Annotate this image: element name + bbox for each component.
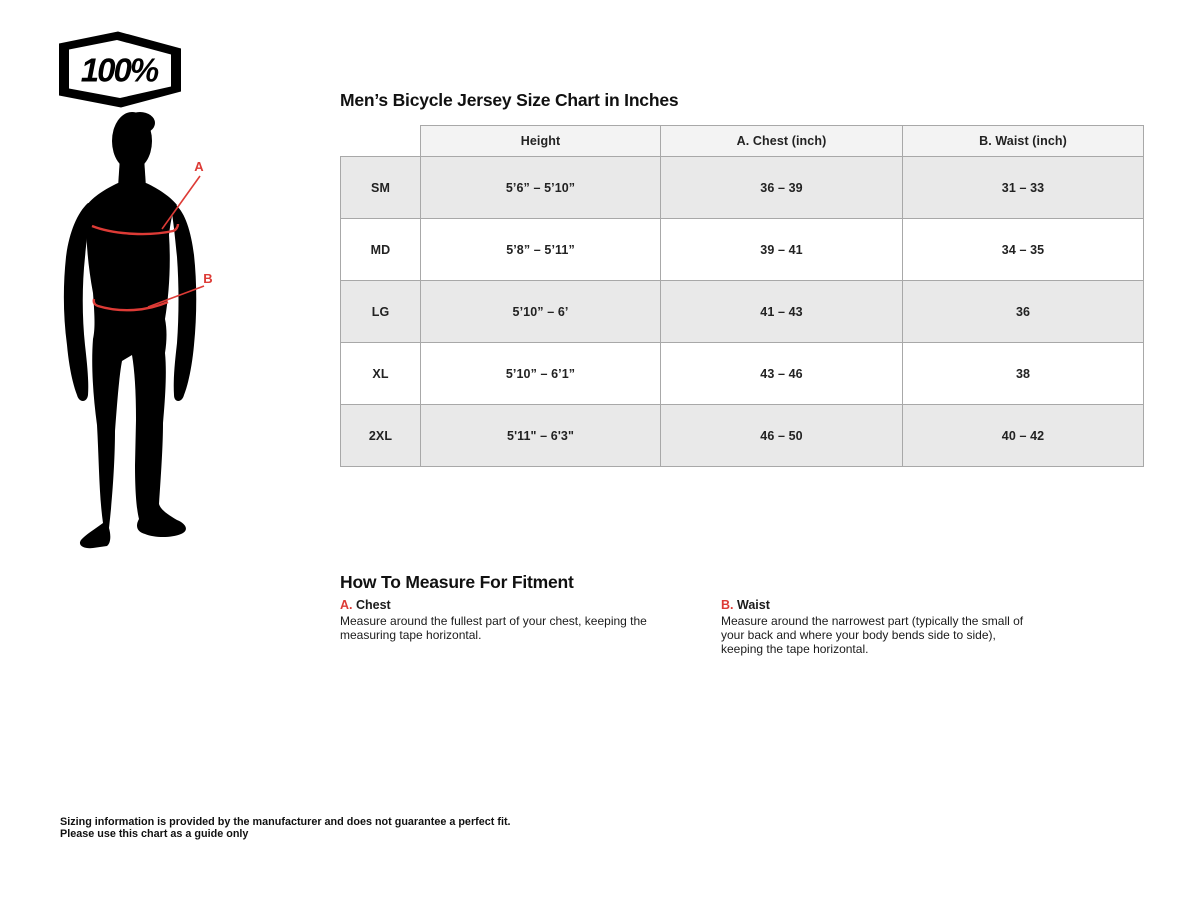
height-value: 5’10” – 6’1” (421, 343, 661, 405)
size-label: XL (341, 343, 421, 405)
waist-value: 40 – 42 (903, 405, 1144, 467)
size-label: SM (341, 157, 421, 219)
chest-value: 43 – 46 (661, 343, 903, 405)
measure-waist-label (721, 598, 1026, 612)
measure-chest-body: Measure around the fullest part of your chest, keeping the measuring tape horizontal. (340, 614, 647, 643)
table-row-sm (341, 157, 1144, 219)
table-row-2xl (341, 405, 1144, 467)
waist-value: 38 (903, 343, 1144, 405)
body-measurement-figure (55, 105, 225, 553)
header-row (341, 126, 1144, 157)
measure-instruction-waist (721, 598, 1026, 657)
chest-value: 46 – 50 (661, 405, 903, 467)
figure-label-b: B (203, 271, 213, 286)
size-label: LG (341, 281, 421, 343)
height-value: 5’8” – 5’11” (421, 219, 661, 281)
waist-value: 31 – 33 (903, 157, 1144, 219)
chest-value: 39 – 41 (661, 219, 903, 281)
measure-instruction-chest (340, 598, 685, 642)
disclaimer-line-1: Sizing information is provided by the manufacturer and does not guarantee a perfect fit. (60, 816, 511, 828)
measure-chest-label (340, 598, 685, 612)
size-chart-table-container (340, 125, 1144, 467)
table-row-md (341, 219, 1144, 281)
height-value: 5’6” – 5’10” (421, 157, 661, 219)
height-value: 5’10” – 6’ (421, 281, 661, 343)
chest-value: 41 – 43 (661, 281, 903, 343)
figure-label-a: A (194, 159, 204, 174)
size-label: 2XL (341, 405, 421, 467)
disclaimer-line-2: Please use this chart as a guide only (60, 827, 249, 840)
page-title: Men’s Bicycle Jersey Size Chart in Inches (340, 90, 679, 110)
chest-value: 36 – 39 (661, 157, 903, 219)
measure-chest-prefix: A. (340, 598, 353, 612)
waist-value: 34 – 35 (903, 219, 1144, 281)
how-to-measure-heading: How To Measure For Fitment (340, 572, 574, 592)
table-row-lg (341, 281, 1144, 343)
measure-waist-prefix: B. (721, 598, 734, 612)
brand-logo-text: 100% (80, 51, 158, 89)
height-value: 5'11" – 6'3" (421, 405, 661, 467)
measure-chest-title: Chest (355, 598, 391, 612)
waist-value: 36 (903, 281, 1144, 343)
table-row-xl (341, 343, 1144, 405)
column-header-chest: A. Chest (inch) (661, 126, 903, 157)
disclaimer (60, 817, 511, 841)
size-label: MD (341, 219, 421, 281)
size-chart-table (340, 125, 1144, 467)
male-silhouette-icon (64, 112, 196, 548)
measure-waist-body: Measure around the narrowest part (typically the small of your back and where your body bends side to side), keeping the tape horizontal. (721, 614, 1024, 657)
measure-waist-title: Waist (736, 598, 770, 612)
corner-cell (341, 126, 421, 157)
brand-logo-icon (59, 31, 182, 108)
column-header-height: Height (421, 126, 661, 157)
column-header-waist: B. Waist (inch) (903, 126, 1144, 157)
